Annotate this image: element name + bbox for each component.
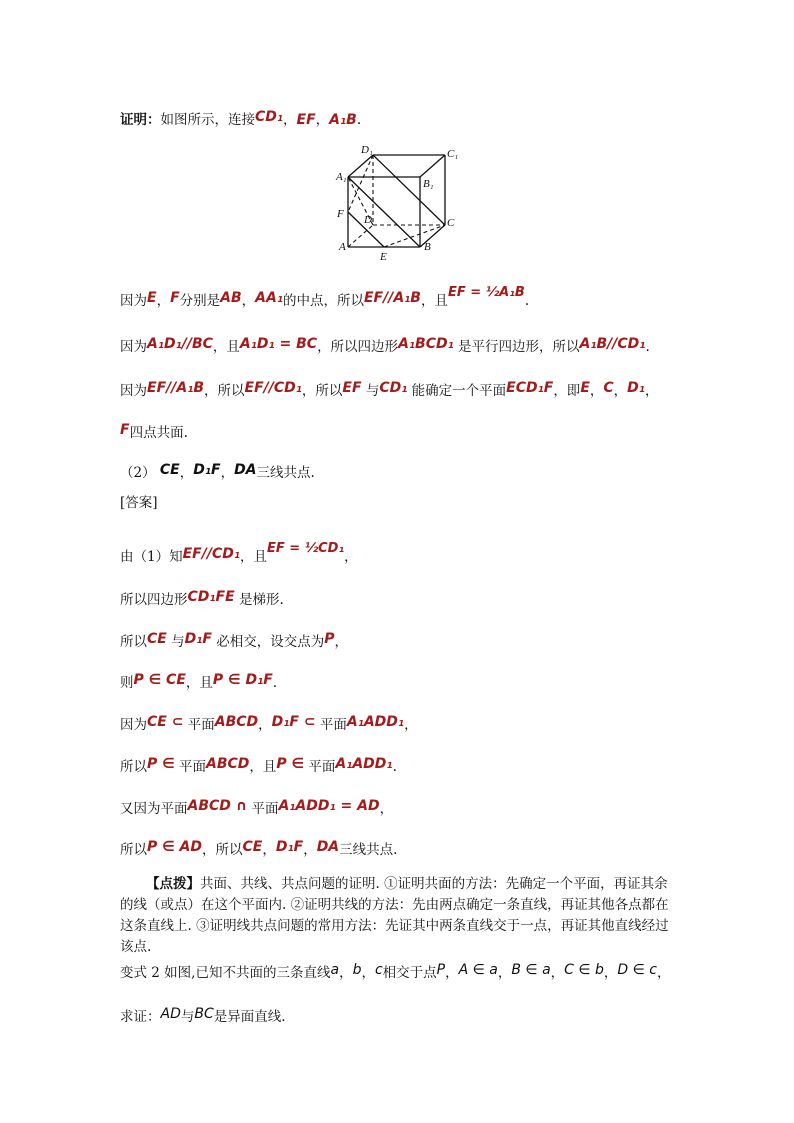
text: [答案]: [120, 495, 158, 511]
math: P: [436, 962, 446, 978]
math: A₁B//CD₁: [579, 336, 646, 352]
math: E: [580, 380, 590, 396]
text: 是异面直线.: [213, 1009, 286, 1025]
math: BC: [194, 1006, 214, 1022]
math: EF: [296, 112, 316, 128]
variant-line: [120, 963, 671, 983]
label-B1: B₁: [423, 178, 434, 190]
text: ，: [497, 965, 512, 981]
math: A₁D₁ = BC: [239, 336, 318, 352]
text: 所以: [120, 842, 147, 858]
label-E: E: [380, 251, 387, 263]
text: 因为: [120, 717, 147, 733]
text: ，: [644, 383, 659, 399]
text: ，: [262, 842, 276, 858]
text: 所以: [120, 634, 147, 650]
math: P ∈ D₁F: [212, 672, 273, 688]
text: ，所以四边形: [317, 339, 399, 355]
text: 由（1）知: [120, 549, 183, 565]
line-9: [120, 632, 348, 652]
math: F: [120, 422, 130, 438]
text: .: [356, 112, 362, 128]
text: ，: [303, 842, 317, 858]
math: EF: [342, 380, 362, 396]
line-5: [120, 463, 315, 483]
text: ，: [220, 465, 235, 481]
math: CD₁FE: [187, 589, 235, 605]
line-12: [120, 757, 397, 777]
math: DA: [316, 839, 340, 855]
label-F: F: [337, 208, 344, 220]
math: A₁ADD₁: [335, 756, 393, 772]
math: AD: [160, 1006, 181, 1022]
math: DA: [234, 462, 257, 478]
line-14: [120, 840, 397, 860]
math: D₁F ⊂: [271, 714, 316, 730]
line-2: [120, 337, 650, 357]
text: ，: [603, 965, 618, 981]
math: AA₁: [255, 290, 283, 306]
text: ，: [339, 965, 353, 981]
prove-line: [120, 1007, 286, 1027]
line-11: [120, 715, 418, 735]
text: 能确定一个平面: [407, 383, 507, 399]
text: 则: [120, 675, 134, 691]
proof-intro: 如图所示，连接: [160, 112, 255, 128]
math: A ∈ a: [458, 962, 498, 978]
text: ，: [334, 634, 349, 650]
text: ，且: [185, 675, 213, 691]
line-3: [120, 381, 658, 401]
math: ABCD: [205, 756, 250, 772]
text: ，: [657, 965, 671, 981]
text: ，: [550, 965, 565, 981]
text: 平面: [183, 717, 215, 733]
math: EF//CD₁: [182, 546, 240, 562]
math: D₁: [627, 380, 645, 396]
math: a: [330, 962, 340, 978]
label-C: C: [447, 217, 455, 229]
math: EF//A₁B: [363, 290, 421, 306]
text: ，: [613, 383, 628, 399]
math: EF//CD₁: [244, 380, 302, 396]
math: AB: [220, 290, 242, 306]
text: 三线共点.: [339, 842, 398, 858]
math: b: [352, 962, 362, 978]
math: P ∈: [276, 756, 305, 772]
text: 平面: [304, 759, 336, 775]
text: 相交于点: [382, 965, 437, 981]
text: ，: [361, 965, 375, 981]
text: 是梯形.: [234, 592, 284, 608]
label-B: B: [424, 241, 431, 253]
math: CD₁: [379, 380, 408, 396]
math: A₁ADD₁: [346, 714, 405, 730]
line-7: [120, 541, 358, 568]
text: 必相交，设交点为: [211, 634, 325, 650]
text: 四点共面.: [129, 425, 188, 441]
label-C1: C₁: [447, 148, 459, 160]
text: 与: [166, 634, 185, 650]
text: 因为: [120, 383, 147, 399]
text: ，所以: [202, 842, 243, 858]
math: B ∈ a: [511, 962, 551, 978]
text: ，: [283, 112, 297, 128]
text: .: [645, 339, 650, 355]
text: 所以四边形: [120, 592, 188, 608]
math: A₁D₁//BC: [147, 336, 213, 352]
label-A: A: [339, 241, 346, 253]
text: （2）: [120, 465, 160, 481]
math: A₁B: [329, 112, 357, 128]
math: EF//A₁B: [147, 380, 204, 396]
text: 平面: [247, 801, 279, 817]
label-D: D: [364, 214, 372, 226]
text: 求证：: [120, 1009, 161, 1025]
math: CE: [242, 839, 263, 855]
text: ，所以: [301, 383, 343, 399]
math: CE ⊂: [147, 714, 184, 730]
label-D1: D₁: [361, 144, 373, 156]
math: ECD₁F: [506, 380, 554, 396]
text: ，且: [420, 293, 448, 309]
math: c: [374, 962, 383, 978]
math: D₁F: [193, 462, 221, 478]
text: .: [392, 759, 397, 775]
text: ，所以: [204, 383, 245, 399]
line-1: [120, 285, 530, 312]
math: P ∈: [147, 756, 175, 772]
math: C: [603, 380, 614, 396]
text: .: [272, 675, 278, 691]
text: 是平行四边形，所以: [453, 339, 580, 355]
text: ，: [241, 293, 256, 309]
line-10: [120, 673, 277, 693]
proof-label: 证明：: [120, 112, 161, 128]
text: ，: [445, 965, 459, 981]
math: A₁BCD₁: [398, 336, 454, 352]
text: ，: [404, 717, 418, 733]
text: 与: [361, 383, 380, 399]
math: CE: [159, 462, 180, 478]
math: CD₁: [255, 109, 284, 125]
math: ABCD: [214, 714, 259, 730]
math: CE: [147, 631, 167, 647]
text: ，且: [249, 759, 277, 775]
text: ，: [179, 465, 194, 481]
math: ABCD ∩: [187, 798, 248, 814]
text: ，: [379, 801, 394, 817]
tip-text: 共面、共线、共点问题的证明. ①证明共面的方法：先确定一个平面，再证其余的线（或点）在这个平面内. ②证明共线的方法：先由两点确定一条直线，再证其他各点都在这条直线上. ③证明线共点问题的常用方法：先证其中两条直线交于一点，再证其他直线经过该点.: [120, 876, 669, 955]
label-A1: A₁: [336, 171, 347, 183]
text: ，即: [553, 383, 581, 399]
math: D₁F: [184, 631, 212, 647]
math: D₁F: [275, 839, 304, 855]
text: ，: [589, 383, 604, 399]
text: 平面: [315, 717, 347, 733]
math: F: [170, 290, 180, 306]
tip-label: 【点拨】: [146, 876, 200, 892]
text: 因为: [120, 293, 147, 309]
math: P ∈ AD: [147, 839, 203, 855]
line-8: [120, 590, 284, 610]
text: 因为: [120, 339, 147, 355]
math: E: [147, 290, 157, 306]
text: ，且: [239, 549, 267, 565]
answer-label: [120, 493, 158, 513]
text: 平面: [174, 759, 206, 775]
text: ，: [258, 717, 272, 733]
text: ，且: [212, 339, 240, 355]
line-4: [120, 423, 188, 443]
text: 与: [180, 1009, 195, 1025]
cube-figure: [330, 140, 470, 265]
text: 的中点，所以: [282, 293, 364, 309]
text: 所以: [120, 759, 147, 775]
text: 分别是: [179, 293, 221, 309]
math: EF = ½A₁B: [447, 285, 525, 300]
math: C ∈ b: [564, 962, 604, 978]
text: .: [524, 293, 530, 309]
text: 三线共点.: [256, 465, 315, 481]
text: ，: [344, 549, 358, 565]
math: P: [324, 631, 335, 647]
math: EF = ½CD₁: [266, 541, 345, 556]
proof-line: [120, 110, 361, 130]
math: P ∈ CE: [133, 672, 186, 688]
math: D ∈ c: [617, 962, 657, 978]
text: 又因为平面: [120, 801, 188, 817]
tip-paragraph: [120, 874, 680, 958]
text: ，: [156, 293, 171, 309]
text: 变式 2 如图,已知不共面的三条直线: [120, 965, 331, 981]
line-13: [120, 799, 393, 819]
math: A₁ADD₁ = AD: [278, 798, 380, 814]
text: ，: [315, 112, 330, 128]
